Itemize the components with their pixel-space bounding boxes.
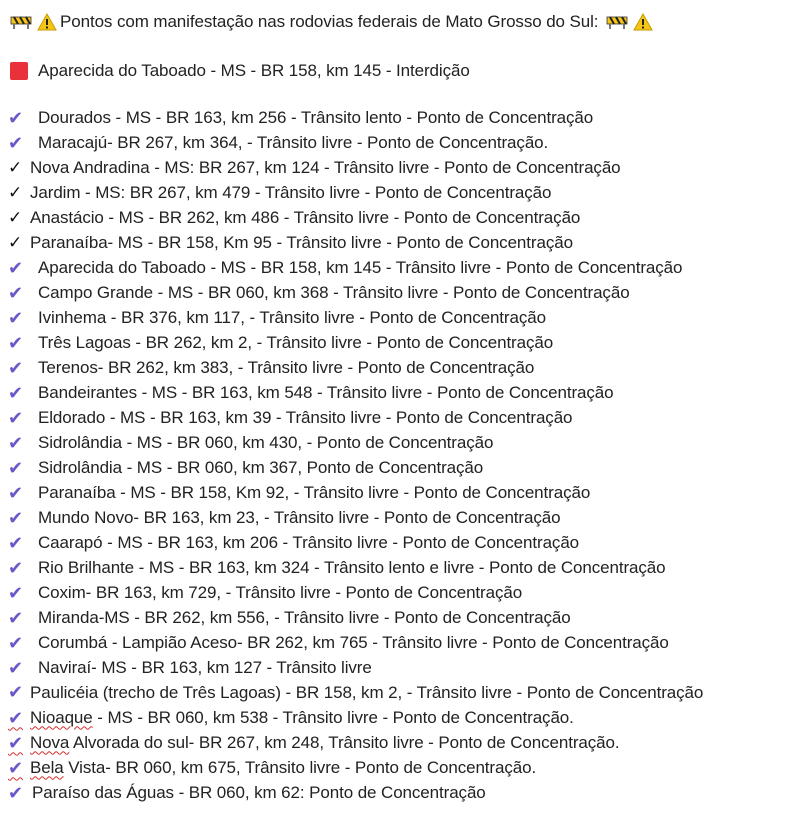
list-item [8, 430, 800, 455]
list-item [8, 555, 800, 580]
list-item-text: Caarapó - MS - BR 163, km 206 - Trânsito livre - Ponto de Concentração [38, 532, 580, 552]
check-mark-icon: ✔ [8, 632, 23, 653]
check-mark-icon: ✔ [8, 482, 23, 503]
check-mark-icon: ✔ [8, 532, 23, 553]
red-square-icon [10, 62, 28, 80]
list-item [8, 480, 800, 505]
list-item-text: Campo Grande - MS - BR 060, km 368 - Trânsito livre - Ponto de Concentração [38, 282, 630, 302]
list-item-text: Paranaíba - MS - BR 158, Km 92, - Trânsito livre - Ponto de Concentração [38, 482, 591, 502]
list-item-text: Corumbá - Lampião Aceso- BR 262, km 765 - Trânsito livre - Ponto de Concentração [38, 632, 669, 652]
check-mark-icon: ✔ [8, 257, 23, 278]
check-mark-icon: ✔ [8, 432, 23, 453]
check-mark-icon: ✔ [8, 682, 23, 702]
list-item [8, 755, 800, 780]
check-mark-icon: ✔ [8, 107, 23, 128]
check-mark-icon: ✔ [8, 357, 23, 378]
list-item [8, 130, 800, 155]
check-mark-icon: ✔ [8, 382, 23, 403]
check-mark-icon: ✓ [8, 232, 23, 252]
list-item-place-name: Nova [30, 732, 70, 752]
list-item-text: Eldorado - MS - BR 163, km 39 - Trânsito livre - Ponto de Concentração [38, 407, 573, 427]
header-line [8, 8, 800, 36]
list-item [8, 305, 800, 330]
list-item-text: Mundo Novo- BR 163, km 23, - Trânsito livre - Ponto de Concentração [38, 507, 561, 527]
check-mark-icon: ✔ [8, 782, 23, 803]
list-item [8, 580, 800, 605]
list-item [8, 405, 800, 430]
construction-barrier-icon [10, 15, 32, 29]
list-item [8, 505, 800, 530]
list-item [8, 180, 800, 205]
list-item-text: Alvorada do sul- BR 267, km 248, Trânsito livre - Ponto de Concentração. [69, 732, 620, 752]
check-mark-icon: ✔ [8, 507, 23, 528]
points-list-continued [8, 705, 800, 780]
list-item-place-name: Nioaque [30, 707, 93, 727]
list-item-text: Terenos- BR 262, km 383, - Trânsito livre - Ponto de Concentração [38, 357, 535, 377]
check-mark-icon: ✔ [8, 332, 23, 353]
list-item [8, 255, 800, 280]
list-item [8, 105, 800, 130]
list-item-text: Paraíso das Águas - BR 060, km 62: Ponto de Concentração [32, 782, 486, 802]
check-mark-icon: ✔ [8, 457, 23, 478]
warning-icon [37, 13, 57, 31]
check-mark-icon: ✔ [8, 307, 23, 328]
list-item [8, 280, 800, 305]
list-item-text: Paulicéia (trecho de Três Lagoas) - BR 158, km 2, - Trânsito livre - Ponto de Concentração [30, 683, 704, 702]
list-item-text: Coxim- BR 163, km 729, - Trânsito livre - Ponto de Concentração [38, 582, 523, 602]
check-mark-icon: ✔ [8, 557, 23, 578]
check-mark-icon: ✔ [8, 607, 23, 628]
interdiction-line [8, 58, 800, 83]
check-mark-icon: ✔ [8, 407, 23, 428]
points-list [8, 105, 800, 680]
list-item-text: Maracajú- BR 267, km 364, - Trânsito livre - Ponto de Concentração. [38, 132, 549, 152]
list-item-text: Sidrolândia - MS - BR 060, km 430, - Ponto de Concentração [38, 432, 494, 452]
list-item-text: - MS - BR 060, km 538 - Trânsito livre - Ponto de Concentração. [92, 707, 574, 727]
list-item-text: Vista- BR 060, km 675, Trânsito livre - Ponto de Concentração. [63, 757, 537, 777]
list-item [8, 205, 800, 230]
check-mark-icon: ✔ [8, 132, 23, 153]
check-mark-icon: ✓ [8, 207, 23, 227]
list-item [8, 455, 800, 480]
warning-icon [633, 13, 653, 31]
list-item [8, 355, 800, 380]
list-item-text: Rio Brilhante - MS - BR 163, km 324 - Trânsito lento e livre - Ponto de Concentração [38, 557, 666, 577]
list-item [8, 530, 800, 555]
list-item-text: Dourados - MS - BR 163, km 256 - Trânsito lento - Ponto de Concentração [38, 107, 594, 127]
list-item-wrapped [8, 680, 788, 705]
check-mark-icon: ✓ [8, 157, 23, 177]
list-item [8, 230, 800, 255]
list-item [8, 705, 800, 730]
check-mark-icon: ✔ [8, 657, 23, 678]
list-item [8, 380, 800, 405]
list-item-text: Três Lagoas - BR 262, km 2, - Trânsito livre - Ponto de Concentração [38, 332, 554, 352]
check-mark-icon: ✔ [8, 282, 23, 303]
list-item [8, 630, 800, 655]
list-item [8, 605, 800, 630]
construction-barrier-icon [606, 15, 628, 29]
list-item [8, 330, 800, 355]
spacer [8, 83, 800, 105]
list-item-text: Paranaíba- MS - BR 158, Km 95 - Trânsito livre - Ponto de Concentração [30, 232, 573, 252]
spacer [8, 36, 800, 58]
interdiction-text: Aparecida do Taboado - MS - BR 158, km 145 - Interdição [38, 60, 470, 80]
list-item-text: Jardim - MS: BR 267, km 479 - Trânsito livre - Ponto de Concentração [30, 182, 552, 202]
list-item-text: Miranda-MS - BR 262, km 556, - Trânsito livre - Ponto de Concentração [38, 607, 571, 627]
check-mark-icon: ✔ [8, 732, 23, 753]
list-item-text: Bandeirantes - MS - BR 163, km 548 - Trânsito livre - Ponto de Concentração [38, 382, 614, 402]
list-item-text: Anastácio - MS - BR 262, km 486 - Trânsito livre - Ponto de Concentração [30, 207, 581, 227]
list-item [8, 155, 800, 180]
list-item-text: Naviraí- MS - BR 163, km 127 - Trânsito livre [38, 657, 372, 677]
list-item-place-name: Bela [30, 757, 64, 777]
check-mark-icon: ✔ [8, 757, 23, 778]
list-item-text: Sidrolândia - MS - BR 060, km 367, Ponto de Concentração [38, 457, 484, 477]
check-mark-icon: ✓ [8, 182, 23, 202]
list-item-text: Aparecida do Taboado - MS - BR 158, km 145 - Trânsito livre - Ponto de Concentração [38, 257, 683, 277]
list-item [8, 780, 800, 805]
header-text: Pontos com manifestação nas rodovias federais de Mato Grosso do Sul: [60, 12, 599, 31]
list-item [8, 655, 800, 680]
check-mark-icon: ✔ [8, 707, 23, 728]
list-item [8, 730, 800, 755]
list-item-text: Nova Andradina - MS: BR 267, km 124 - Trânsito livre - Ponto de Concentração [30, 157, 621, 177]
check-mark-icon: ✔ [8, 582, 23, 603]
list-item-text: Ivinhema - BR 376, km 117, - Trânsito livre - Ponto de Concentração [38, 307, 546, 327]
